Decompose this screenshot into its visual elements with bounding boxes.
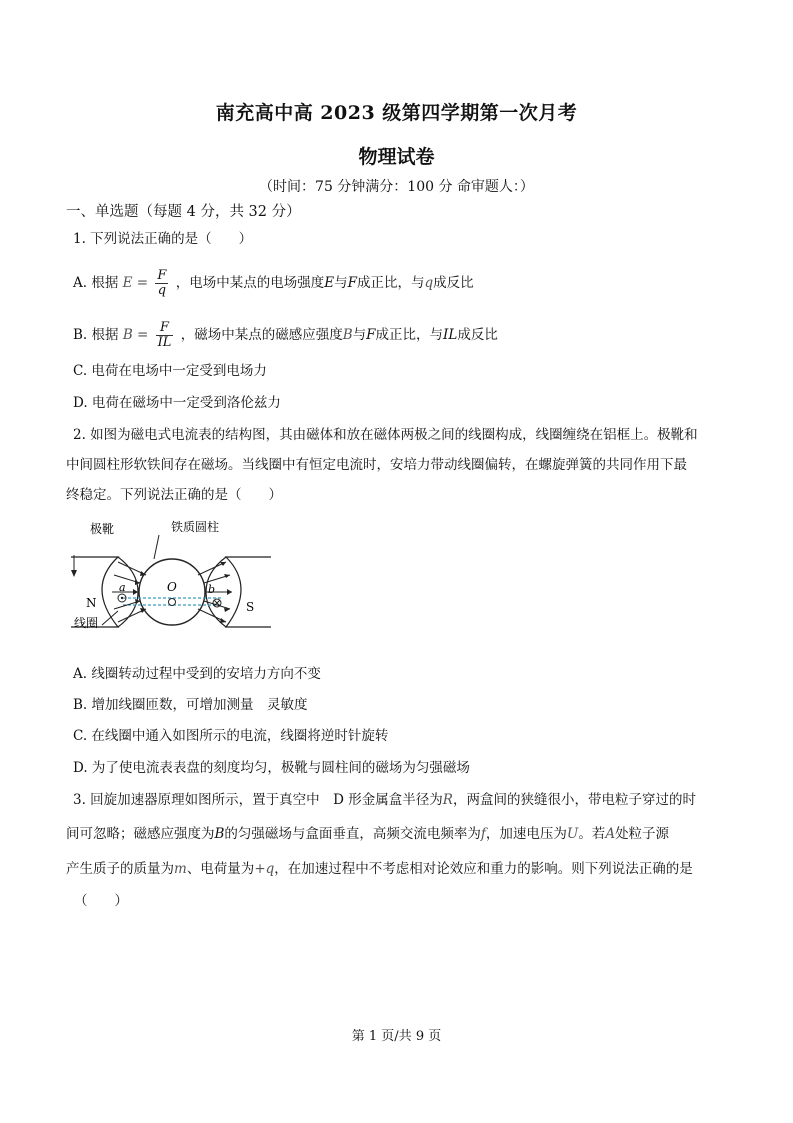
q3-line3 — [66, 857, 693, 882]
q1-a-mid2: 成正比，与 — [356, 275, 425, 291]
label-n-pole: N — [86, 596, 97, 610]
q1-b-end: 成反比 — [457, 327, 498, 343]
q3-line2-b: 的匀强磁场与盒面垂直，高频交流电频率为 — [224, 826, 481, 842]
label-b: b — [208, 583, 216, 596]
q1-a-mid: 与 — [334, 275, 348, 291]
q2-stem-line3: 终稳定。下列说法正确的是（ ） — [66, 487, 282, 503]
label-s-pole: S — [246, 600, 255, 614]
q2-option-a: A. 线圈转动过程中受到的安培力方向不变 — [73, 666, 321, 682]
exam-info: （时间：75 分钟满分：100 分 命审题人：） — [259, 179, 534, 195]
q3-var-q: +q — [254, 861, 275, 877]
q1-a-var1: E — [324, 275, 335, 291]
q1-a-prefix: A. 根据 — [73, 275, 119, 291]
q3-line1-a: 3. 回旋加速器原理如图所示，置于真空中 D 形金属盒半径为 — [73, 792, 443, 808]
q1-b-prefix: B. 根据 — [73, 327, 119, 343]
q2-stem-line1: 2. 如图为磁电式电流表的结构图，其由磁体和放在磁体两极之间的线圈构成，线圈缠绕在铝框上。极靴和 — [73, 427, 698, 443]
label-pole-shoe: 极靴 — [90, 522, 115, 536]
section-heading: 一、单选题（每题 4 分，共 32 分） — [66, 204, 301, 220]
q1-stem: 1. 下列说法正确的是（ ） — [73, 231, 253, 247]
q3-var-r: R — [442, 792, 453, 808]
galvanometer-diagram — [66, 515, 276, 655]
label-o: O — [167, 580, 177, 594]
label-a: a — [119, 581, 126, 594]
q1-b-numerator: F — [156, 321, 174, 336]
q1-a-formula-lhs: E = — [122, 275, 149, 291]
q1-b-denominator: IL — [157, 335, 172, 350]
q3-line3-b: 、电荷量为 — [186, 861, 255, 877]
q1-option-c: C. 电荷在电场中一定受到电场力 — [73, 363, 267, 379]
q3-line2-a: 间可忽略；磁感应强度为 — [66, 826, 215, 842]
q3-line1-b: ，两盒间的狭缝很小，带电粒子穿过的时 — [452, 792, 696, 808]
q1-b-var3: IL — [443, 327, 458, 343]
q1-option-a — [73, 263, 474, 303]
label-coil: 线圈 — [74, 616, 99, 630]
q3-line3-c: ，在加速过程中不考虑相对论效应和重力的影响。则下列说法正确的是 — [274, 861, 693, 877]
q3-var-u: U — [566, 826, 579, 842]
q1-b-mid2: 成正比，与 — [375, 327, 444, 343]
q3-line4: （ ） — [74, 893, 128, 909]
q1-option-d: D. 电荷在磁场中一定受到洛伦兹力 — [73, 395, 281, 411]
q1-option-b — [73, 315, 498, 355]
page-footer: 第 1 页/共 9 页 — [351, 1029, 442, 1044]
q1-b-formula-lhs: B = — [122, 327, 149, 343]
exam-subject: 物理试卷 — [358, 146, 435, 168]
q3-var-b: B — [214, 826, 225, 842]
q1-b-var2: F — [366, 327, 376, 343]
q2-stem-line2: 中间圆柱形软铁间存在磁场。当线圈中有恒定电流时，安培力带动线圈偏转，在螺旋弹簧的共同作用下最 — [66, 457, 687, 473]
axis-circle — [169, 599, 176, 606]
q1-a-text: ，电场中某点的电场强度 — [175, 275, 325, 291]
q2-option-b: B. 增加线圈匝数，可增加测量 灵敏度 — [73, 697, 308, 713]
q2-option-c: C. 在线圈中通入如图所示的电流，线圈将逆时针旋转 — [73, 728, 389, 744]
exam-title: 南充高中高 2023 级第四学期第一次月考 — [215, 102, 578, 124]
q1-a-fraction — [155, 269, 168, 298]
q3-line2 — [66, 822, 669, 847]
q2-option-d: D. 为了使电流表表盘的刻度均匀，极靴与圆柱间的磁场为匀强磁场 — [73, 760, 470, 776]
q1-a-numerator: F — [157, 268, 167, 283]
q1-a-end: 成反比 — [433, 275, 474, 291]
q1-b-var1: B — [342, 327, 353, 343]
q1-b-mid: 与 — [352, 327, 367, 343]
q3-line2-d: 。若 — [578, 826, 606, 842]
q3-line1 — [73, 788, 696, 813]
q3-line3-a: 产生质子的质量为 — [66, 861, 174, 877]
q1-a-denominator: q — [157, 283, 167, 298]
q3-var-m: m — [174, 861, 187, 877]
label-iron-cylinder: 铁质圆柱 — [171, 520, 220, 534]
s-pole-outline — [226, 557, 271, 627]
q1-b-fraction — [156, 321, 174, 350]
q3-var-f: f — [480, 826, 486, 842]
q3-line2-e: 处粒子源 — [615, 826, 670, 842]
q3-line2-c: ，加速电压为 — [485, 826, 567, 842]
q1-a-var2: F — [347, 275, 357, 291]
q1-b-text: ，磁场中某点的磁感应强度 — [180, 327, 343, 343]
q3-var-a: A — [605, 826, 616, 842]
q1-a-var3: q — [424, 275, 434, 291]
